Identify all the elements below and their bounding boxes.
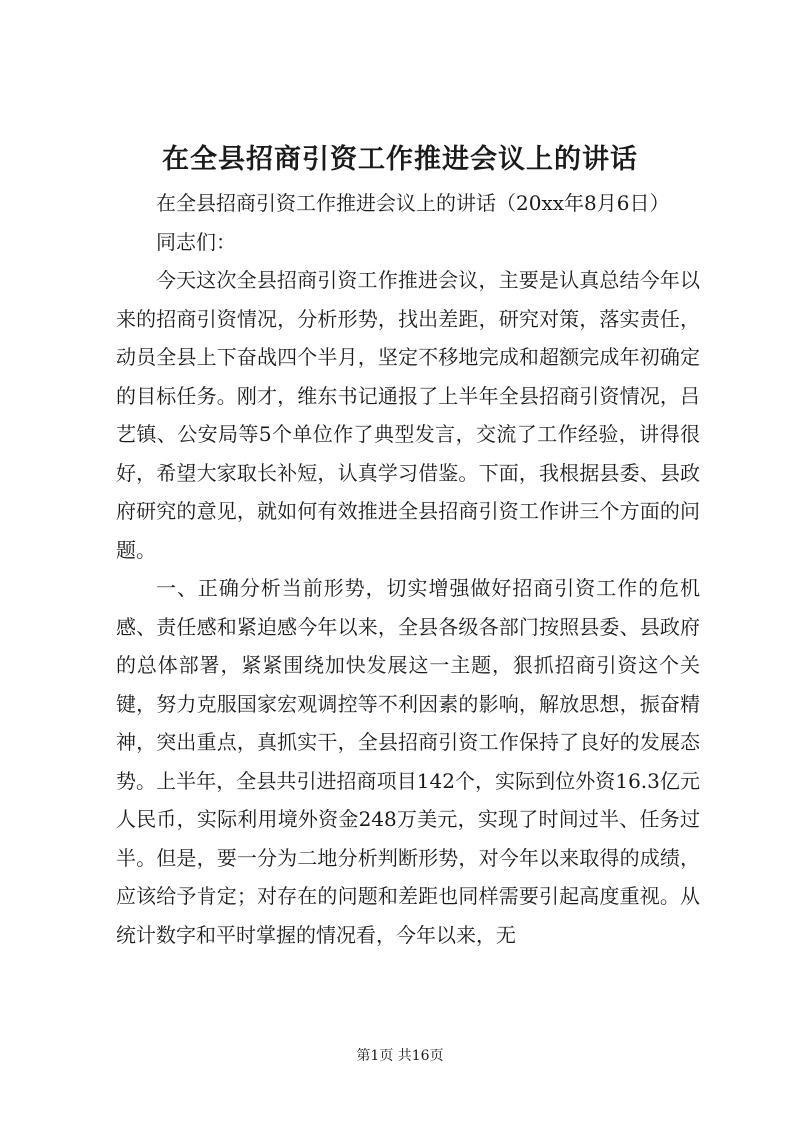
- body-paragraph: 今天这次全县招商引资工作推进会议，主要是认真总结今年以来的招商引资情况，分析形势，找出差距，研究对策，落实责任，动员全县上下奋战四个半月，坚定不移地完成和超额完成年初确定的目标任务。刚才，维东书记通报了上半年全县招商引资情况，吕艺镇、公安局等5个单位作了典型发言，交流了工作经验，讲得很好，希望大家取长补短，认真学习借鉴。下面，我根据县委、县政府研究的意见，就如何有效推进全县招商引资工作讲三个方面的问题。: [116, 268, 700, 562]
- salutation: 同志们：: [156, 229, 236, 254]
- body-paragraph: 一、正确分析当前形势，切实增强做好招商引资工作的危机感、责任感和紧迫感今年以来，全县各级各部门按照县委、县政府的总体部署，紧紧围绕加快发展这一主题，狠抓招商引资这个关键，努力克服国家宏观调控等不利因素的影响，解放思想，振奋精神，突出重点，真抓实干，全县招商引资工作保持了良好的发展态势。上半年，全县共引进招商项目142个，实际到位外资16.3亿元人民币，实际利用境外资金248万美元，实现了时间过半、任务过半。但是，要一分为二地分析判断形势，对今年以来取得的成绩，应该给予肯定；对存在的问题和差距也同样需要引起高度重视。从统计数字和平时掌握的情况看，今年以来，无: [116, 576, 700, 947]
- document-body: [116, 184, 700, 954]
- page-footer: 第1页 共16页: [356, 1048, 444, 1064]
- page-title: 在全县招商引资工作推进会议上的讲话: [162, 144, 638, 175]
- document-subtitle: 在全县招商引资工作推进会议上的讲话（20xx年8月6日）: [156, 191, 670, 215]
